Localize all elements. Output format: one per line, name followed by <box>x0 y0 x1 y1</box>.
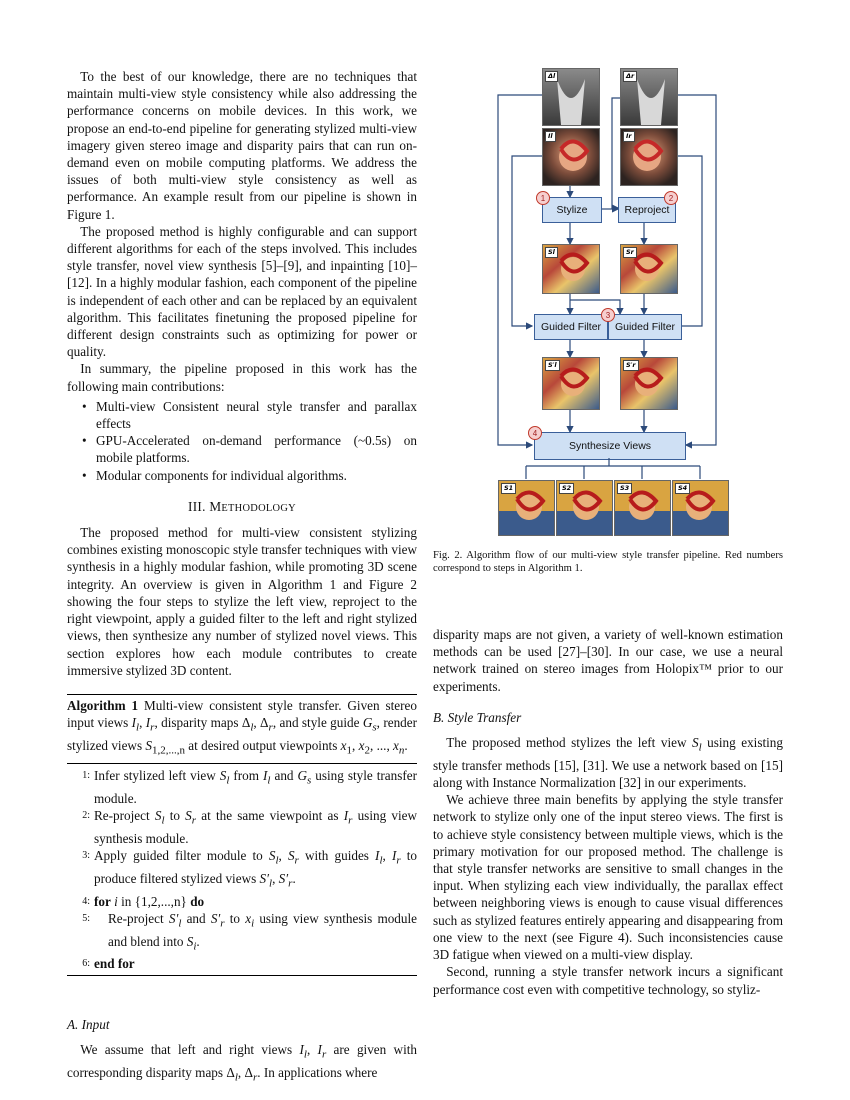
disparity-left-image: Δl <box>542 68 600 126</box>
algorithm-box <box>67 694 417 976</box>
algorithm-step-2: 2: Re-project $S_l$ to $S_r$ at the same viewpoint as $I_r$ using view synthesis module. <box>82 807 418 846</box>
subsection-input-heading: A. Input <box>67 1016 110 1032</box>
figure-2-caption: Fig. 2. Algorithm flow of our multi-view style transfer pipeline. Red numbers correspond to steps in Algorithm 1. <box>433 550 783 575</box>
left-column <box>67 68 417 1087</box>
algorithm-caption: Algorithm 1 Multi-view consistent style transfer. Given stereo input views $I_l$, $I_r$, disparity maps $\Delta_l$, $\Delta_r$, and style guide $G_s$, render stylized views $S_{1,2,...,n}$ at desired output viewpoints $x_1$, $x_2$, ..., $x_n$. <box>67 695 417 764</box>
intro-paragraph-1: To the best of our knowledge, there are no techniques that maintain multi-view style consistency while also addressing the performance concerns on mobile devices. In this work, we propose an end-to-end pipeline for generating stylized multi-view imagery given stereo image and disparity pairs that can run on-demand even on mobile computing platforms. We address the issues of both multi-view style consistency as well as performance. An example result from our pipeline is shown in Figure 1. <box>67 69 417 222</box>
guided-filter-left-box: Guided Filter <box>534 314 608 340</box>
input-paragraph-continued: disparity maps are not given, a variety of well-known estimation methods can be used [27]–[30]. In our case, we use a neural network trained on stereo images from Holopix™ prior to our experiments. <box>433 627 783 694</box>
stylize-box: Stylize <box>542 197 602 223</box>
input-left-image: Il <box>542 128 600 186</box>
synthesize-to-outputs-arrows <box>490 458 732 482</box>
right-column <box>433 626 783 998</box>
contributions-list <box>67 398 417 484</box>
stylized-right-image: Sr <box>620 244 678 294</box>
step-badge-4: 4 <box>528 426 542 440</box>
style-paragraph-2: We achieve three main benefits by applying the style transfer network to stylize only one of the input stereo views. The first is to achieve style consistency between multiple views, which is the primary motivation for our proposed method. The challenge is that style transfer networks are sensitive to small changes in the input. When stylizing each view individually, the parallax effect between neighboring views is enough to cause visual differences such as stylized features entirely appearing and disappearing from one view to the next (see Figure 4). Such inconsistencies cause 3D fatigue when viewed on a multi-view display. <box>433 792 783 963</box>
output-view-3: S3 <box>614 480 671 536</box>
style-paragraph-3: Second, running a style transfer network incurs a significant performance cost even with competitive technology, so styliz- <box>433 964 783 997</box>
input-paragraph: We assume that left and right views $I_l$, $I_r$ are given with corresponding disparity maps $\Delta_l$, $\Delta_r$. In applications where <box>67 1041 417 1084</box>
guided-filter-right-box: Guided Filter <box>608 314 682 340</box>
intro-paragraph-3: In summary, the pipeline proposed in this work has the following main contributions: <box>67 361 417 394</box>
filtered-left-image: S′l <box>542 357 600 410</box>
algorithm-step-5: 5: Re-project $S'_l$ and $S'_r$ to $x_i$ using view synthesis module and blend into $S_i$. <box>82 910 418 953</box>
step-badge-1: 1 <box>536 191 550 205</box>
algorithm-step-1: 1: Infer stylized left view $S_l$ from $I_l$ and $G_s$ using style transfer module. <box>82 767 417 806</box>
contribution-item: • GPU-Accelerated on-demand performance (~0.5s) on mobile platforms. <box>96 432 417 466</box>
output-view-1: S1 <box>498 480 555 536</box>
contribution-item: • Multi-view Consistent neural style transfer and parallax effects <box>96 398 417 432</box>
algorithm-step-3: 3: Apply guided filter module to $S_l$, $S_r$ with guides $I_l$, $I_r$ to produce filtered stylized views $S'_l$, $S'_r$. <box>82 847 417 890</box>
reproject-box: Reproject <box>618 197 676 223</box>
step-badge-3: 3 <box>601 308 615 322</box>
step-badge-2: 2 <box>664 191 678 205</box>
disparity-right-image: Δr <box>620 68 678 126</box>
style-paragraph-1: The proposed method stylizes the left view $S_l$ using existing style transfer methods [15], [31]. We use a network based on [15] along with Instance Normalization [32] in our experiments. <box>433 735 783 791</box>
synthesize-views-box: Synthesize Views <box>534 432 686 460</box>
algorithm-steps <box>67 764 417 975</box>
output-views-strip <box>498 480 730 536</box>
algorithm-step-4: 4: for i in {1,2,...,n} do <box>82 893 205 909</box>
input-right-image: Ir <box>620 128 678 186</box>
subsection-style-transfer-heading: B. Style Transfer <box>433 709 522 725</box>
filtered-right-image: S′r <box>620 357 678 410</box>
contribution-item: • Modular components for individual algorithms. <box>96 467 417 484</box>
intro-paragraph-2: The proposed method is highly configurable and can support different algorithms for each of the steps involved. This includes style transfer, novel view synthesis [5]–[9], and inpainting [10]–[12]. In a highly modular fashion, each component of the pipeline is independent of each other and can be replaced by an equivalent algorithm. This facilitates finetuning the proposed pipeline for different design constraints such as optimizing for power or quality. <box>67 223 417 360</box>
output-view-4: S4 <box>672 480 729 536</box>
algorithm-step-6: 6: end for <box>82 956 135 972</box>
output-view-2: S2 <box>556 480 613 536</box>
methodology-paragraph: The proposed method for multi-view consistent stylizing combines existing monoscopic style transfer techniques with view synthesis in a highly modular fashion, while promoting 3D scene integrity. An overview is given in Algorithm 1 and Figure 2 showing the four steps to stylize the left view, reproject to the right viewpoint, apply a guided filter to the left and right stylized views, then synthesize any number of stylized novel views. This section explores how each module contributes to create immersive stylized 3D content. <box>67 525 417 678</box>
section-heading-methodology: III. METHODOLOGY <box>188 498 296 514</box>
stylized-left-image: Sl <box>542 244 600 294</box>
